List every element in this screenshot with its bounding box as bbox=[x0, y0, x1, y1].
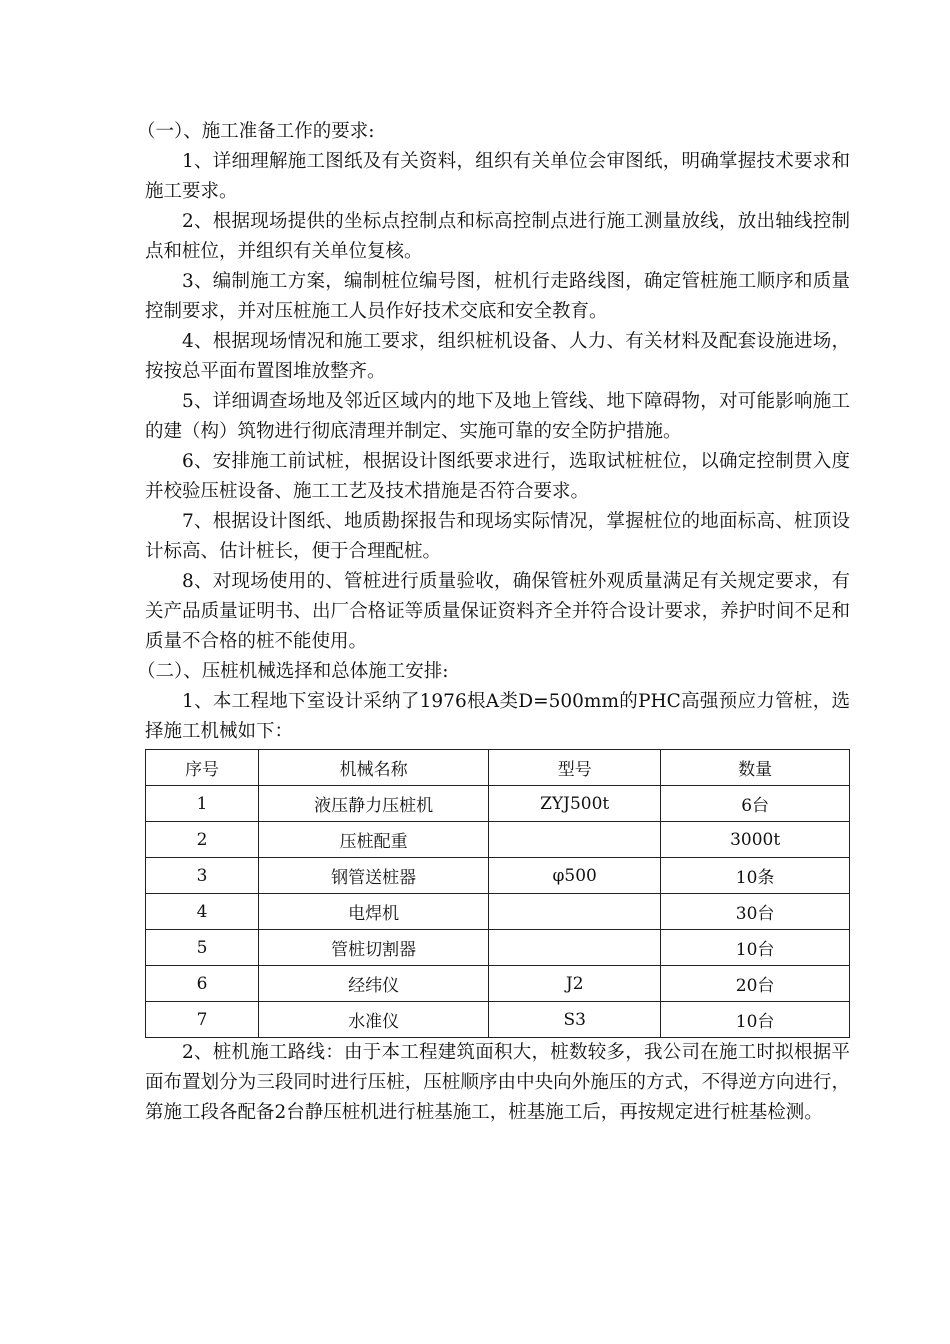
document-page bbox=[137, 117, 850, 1128]
table-header-row bbox=[146, 750, 850, 786]
cell-quantity: 10台 bbox=[661, 930, 850, 966]
cell-index: 7 bbox=[146, 1002, 259, 1038]
header-machine-name: 机械名称 bbox=[259, 750, 489, 786]
cell-model bbox=[489, 822, 661, 858]
cell-index: 2 bbox=[146, 822, 259, 858]
cell-index: 4 bbox=[146, 894, 259, 930]
section-1-item-1: 1、详细理解施工图纸及有关资料，组织有关单位会审图纸，明确掌握技术要求和施工要求。 bbox=[145, 151, 850, 202]
section-2-heading: （二）、压桩机械选择和总体施工安排: bbox=[137, 661, 449, 682]
table-row bbox=[146, 858, 850, 894]
cell-machine-name: 液压静力压桩机 bbox=[259, 786, 489, 822]
cell-quantity: 3000t bbox=[661, 822, 850, 858]
cell-machine-name: 电焊机 bbox=[259, 894, 489, 930]
header-index: 序号 bbox=[146, 750, 259, 786]
cell-index: 3 bbox=[146, 858, 259, 894]
cell-machine-name: 钢管送桩器 bbox=[259, 858, 489, 894]
section-1-heading: （一）、施工准备工作的要求: bbox=[137, 121, 375, 142]
cell-quantity: 6台 bbox=[661, 786, 850, 822]
cell-quantity: 20台 bbox=[661, 966, 850, 1002]
section-2-intro: 1、本工程地下室设计采纳了1976根A类D=500mm的PHC高强预应力管桩，选择施工机械如下： bbox=[145, 691, 850, 742]
cell-machine-name: 经纬仪 bbox=[259, 966, 489, 1002]
section-1-item-6: 6、安排施工前试桩，根据设计图纸要求进行，选取试桩桩位，以确定控制贯入度并校验压桩设备、施工工艺及技术措施是否符合要求。 bbox=[145, 451, 850, 502]
cell-model bbox=[489, 930, 661, 966]
cell-model bbox=[489, 894, 661, 930]
cell-machine-name: 管桩切割器 bbox=[259, 930, 489, 966]
cell-model: φ500 bbox=[489, 858, 661, 894]
cell-quantity: 10台 bbox=[661, 1002, 850, 1038]
equipment-table bbox=[145, 749, 850, 1038]
cell-index: 6 bbox=[146, 966, 259, 1002]
cell-machine-name: 压桩配重 bbox=[259, 822, 489, 858]
cell-machine-name: 水准仪 bbox=[259, 1002, 489, 1038]
header-quantity: 数量 bbox=[661, 750, 850, 786]
section-1-item-5: 5、详细调查场地及邻近区域内的地下及地上管线、地下障碍物，对可能影响施工的建（构）筑物进行彻底清理并制定、实施可靠的安全防护措施。 bbox=[145, 391, 850, 442]
section-2-route: 2、桩机施工路线：由于本工程建筑面积大，桩数较多，我公司在施工时拟根据平面布置划分为三段同时进行压桩，压桩顺序由中央向外施压的方式，不得逆方向进行，第施工段各配备2台静压桩机进行桩基施工，桩基施工后，再按规定进行桩基检测。 bbox=[145, 1042, 850, 1123]
section-1-item-2: 2、根据现场提供的坐标点控制点和标高控制点进行施工测量放线，放出轴线控制点和桩位，并组织有关单位复核。 bbox=[145, 211, 850, 262]
section-1-item-3: 3、编制施工方案，编制桩位编号图，桩机行走路线图，确定管桩施工顺序和质量控制要求，并对压桩施工人员作好技术交底和安全教育。 bbox=[145, 271, 850, 322]
cell-quantity: 10条 bbox=[661, 858, 850, 894]
table-row bbox=[146, 894, 850, 930]
table-row bbox=[146, 822, 850, 858]
cell-quantity: 30台 bbox=[661, 894, 850, 930]
section-1-item-4: 4、根据现场情况和施工要求，组织桩机设备、人力、有关材料及配套设施进场，按按总平面布置图堆放整齐。 bbox=[145, 331, 850, 382]
header-model: 型号 bbox=[489, 750, 661, 786]
section-1-item-8: 8、对现场使用的、管桩进行质量验收，确保管桩外观质量满足有关规定要求，有关产品质量证明书、出厂合格证等质量保证资料齐全并符合设计要求，养护时间不足和质量不合格的桩不能使用。 bbox=[145, 571, 850, 652]
cell-model: J2 bbox=[489, 966, 661, 1002]
section-1-item-7: 7、根据设计图纸、地质勘探报告和现场实际情况，掌握桩位的地面标高、桩顶设计标高、估计桩长，便于合理配桩。 bbox=[145, 511, 850, 562]
cell-model: ZYJ500t bbox=[489, 786, 661, 822]
table-row bbox=[146, 786, 850, 822]
cell-index: 1 bbox=[146, 786, 259, 822]
table-row bbox=[146, 930, 850, 966]
cell-index: 5 bbox=[146, 930, 259, 966]
table-row bbox=[146, 1002, 850, 1038]
cell-model: S3 bbox=[489, 1002, 661, 1038]
table-row bbox=[146, 966, 850, 1002]
